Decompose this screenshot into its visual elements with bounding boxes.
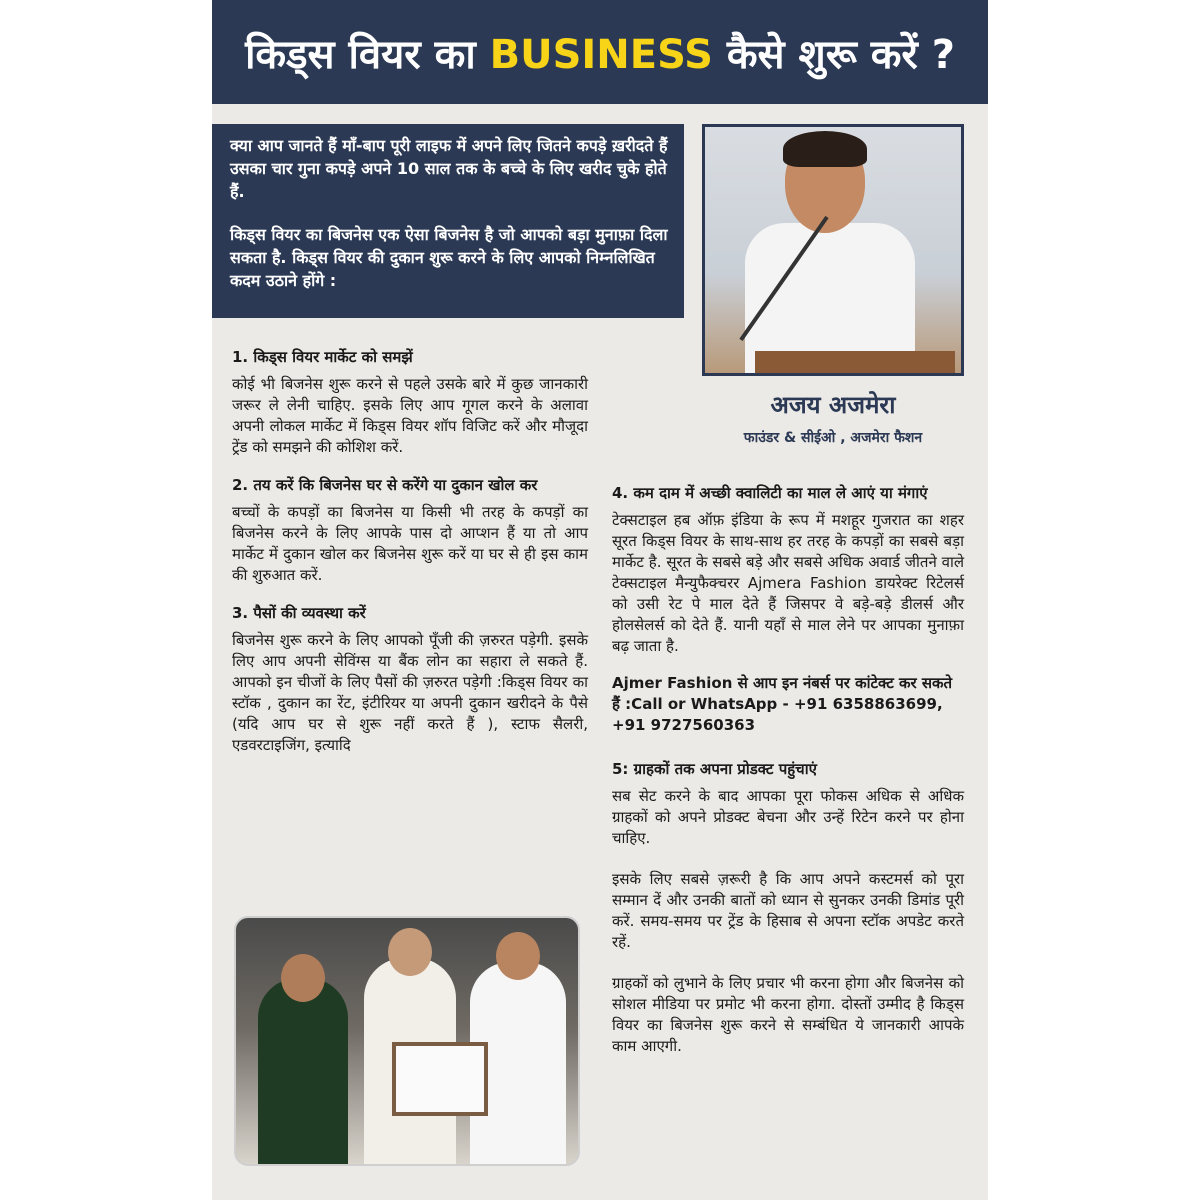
founder-portrait (702, 124, 964, 376)
section-4-title: 4. कम दाम में अच्छी क्वालिटी का माल ले आएं या मंगाएं (612, 484, 928, 502)
intro-paragraph-1: क्या आप जानते हैं माँ-बाप पूरी लाइफ में अपने लिए जितने कपड़े ख़रीदते हैं उसका चार गुना कपड़े अपने 10 साल तक के बच्चे के लिए खरीद चुके होते हैं. (230, 136, 668, 201)
section-3-body: बिजनेस शुरू करने के लिए आपको पूँजी की ज़रुरत पड़ेगी. इसके लिए आप अपनी सेविंग्स या बैंक लोन का सहारा ले सकते हैं. आपको इन चीजों के लिए पैसों की ज़रुरत पड़ेगी :किड्स वियर का स्टॉक , दुकान का रेंट, इंटीरियर या अपनी दुकान खरीदने के पैसे (यदि आप घर से शुरू नहीं करते हैं ), स्टाफ सैलरी, एडवरटाइजिंग, इत्यादि (232, 631, 588, 754)
title-part-1: किड्स वियर का (245, 31, 490, 78)
podium (755, 351, 955, 376)
title-banner (212, 0, 988, 104)
photo-person-1 (258, 978, 348, 1166)
closing-paragraph-2: ग्राहकों को लुभाने के लिए प्रचार भी करना होगा और बिजनेस को सोशल मीडिया पर प्रमोट भी करना होगा. दोस्तों उम्मीद है किड्स वियर का बिजनेस शुरू करने से सम्बंधित ये जानकारी आपके काम आएगी. (612, 974, 964, 1055)
right-column (612, 482, 964, 1077)
poster-page (212, 0, 988, 1200)
closing-paragraph-1: इसके लिए सबसे ज़रूरी है कि आप अपने कस्टमर्स को पूरा सम्मान दें और उनकी बातों को ध्यान से सुनकर उनकी डिमांड पूरी करें. समय-समय पर ट्रेंड के हिसाब से अपना स्टॉक अपडेट करते रहें. (612, 870, 964, 951)
photo-head-1 (281, 954, 325, 1002)
page-title (245, 25, 955, 80)
portrait-hair (783, 131, 867, 167)
title-highlight: BUSINESS (489, 31, 713, 78)
founder-designation: फाउंडर & सीईओ , अजमेरा फैशन (743, 430, 923, 446)
contact-info: Ajmer Fashion से आप इन नंबर्स पर कांटेक्ट कर सकते हैं :Call or WhatsApp - +91 6358863699, +91 9727560363 (612, 674, 953, 734)
photo-head-2 (388, 928, 432, 976)
section-2-title: 2. तय करें कि बिजनेस घर से करेंगे या दुकान खोल कर (232, 476, 538, 494)
founder-name: अजय अजमेरा (770, 390, 896, 419)
section-4-body: टेक्सटाइल हब ऑफ़ इंडिया के रूप में मशहूर गुजरात का शहर सूरत किड्स वियर के साथ-साथ हर तरह के कपड़ों का सबसे बड़ा मार्केट है. सूरत के सबसे बड़े और सबसे अधिक अवार्ड जीतने वाले टेक्सटाइल मैन्युफैक्चरर Ajmera Fashion डायरेक्ट रिटेलर्स को उसी रेट पे माल देते हैं जिसपर वे बड़े-बड़े डीलर्स और होलसेलर्स को देते हैं. यानी यहाँ से माल लेने पर आपका मुनाफ़ा बढ़ जाता है. (612, 511, 964, 655)
photo-head-3 (496, 932, 540, 980)
section-1-body: कोई भी बिजनेस शुरू करने से पहले उसके बारे में कुछ जानकारी जरूर ले लेनी चाहिए. इसके लिए आप गूगल करने के अलावा अपनी लोकल मार्केट में किड्स वियर शॉप विजिट करें और मौजूदा ट्रेंड को समझने की कोशिश करें. (232, 375, 588, 456)
left-column (232, 346, 588, 772)
section-3-title: 3. पैसों की व्यवस्था करें (232, 604, 366, 622)
section-1-title: 1. किड्स वियर मार्केट को समझें (232, 348, 413, 366)
award-photo (234, 916, 580, 1166)
intro-box (212, 124, 684, 318)
title-part-2: कैसे शुरू करें ? (712, 31, 955, 78)
section-2-body: बच्चों के कपड़ों का बिजनेस या किसी भी तरह के कपड़ों का बिजनेस करने के लिए आपके पास दो आप्शन हैं या तो आप मार्केट में दुकान खोल कर बिजनेस शुरू करें या घर से ही इस काम की शुरुआत करें. (232, 503, 588, 584)
section-5-body: सब सेट करने के बाद आपका पूरा फोकस अधिक से अधिक ग्राहकों को अपने प्रोडक्ट बेचना और उन्हें रिटेन करने पर होना चाहिए. (612, 787, 964, 847)
intro-paragraph-2: किड्स वियर का बिजनेस एक ऐसा बिजनेस है जो आपको बड़ा मुनाफ़ा दिला सकता है. किड्स वियर की दुकान शुरू करने के लिए आपको निम्नलिखित कदम उठाने होंगे : (230, 225, 668, 290)
section-5-title: 5: ग्राहकों तक अपना प्रोडक्ट पहुंचाएं (612, 760, 817, 778)
certificate-frame (392, 1042, 488, 1116)
